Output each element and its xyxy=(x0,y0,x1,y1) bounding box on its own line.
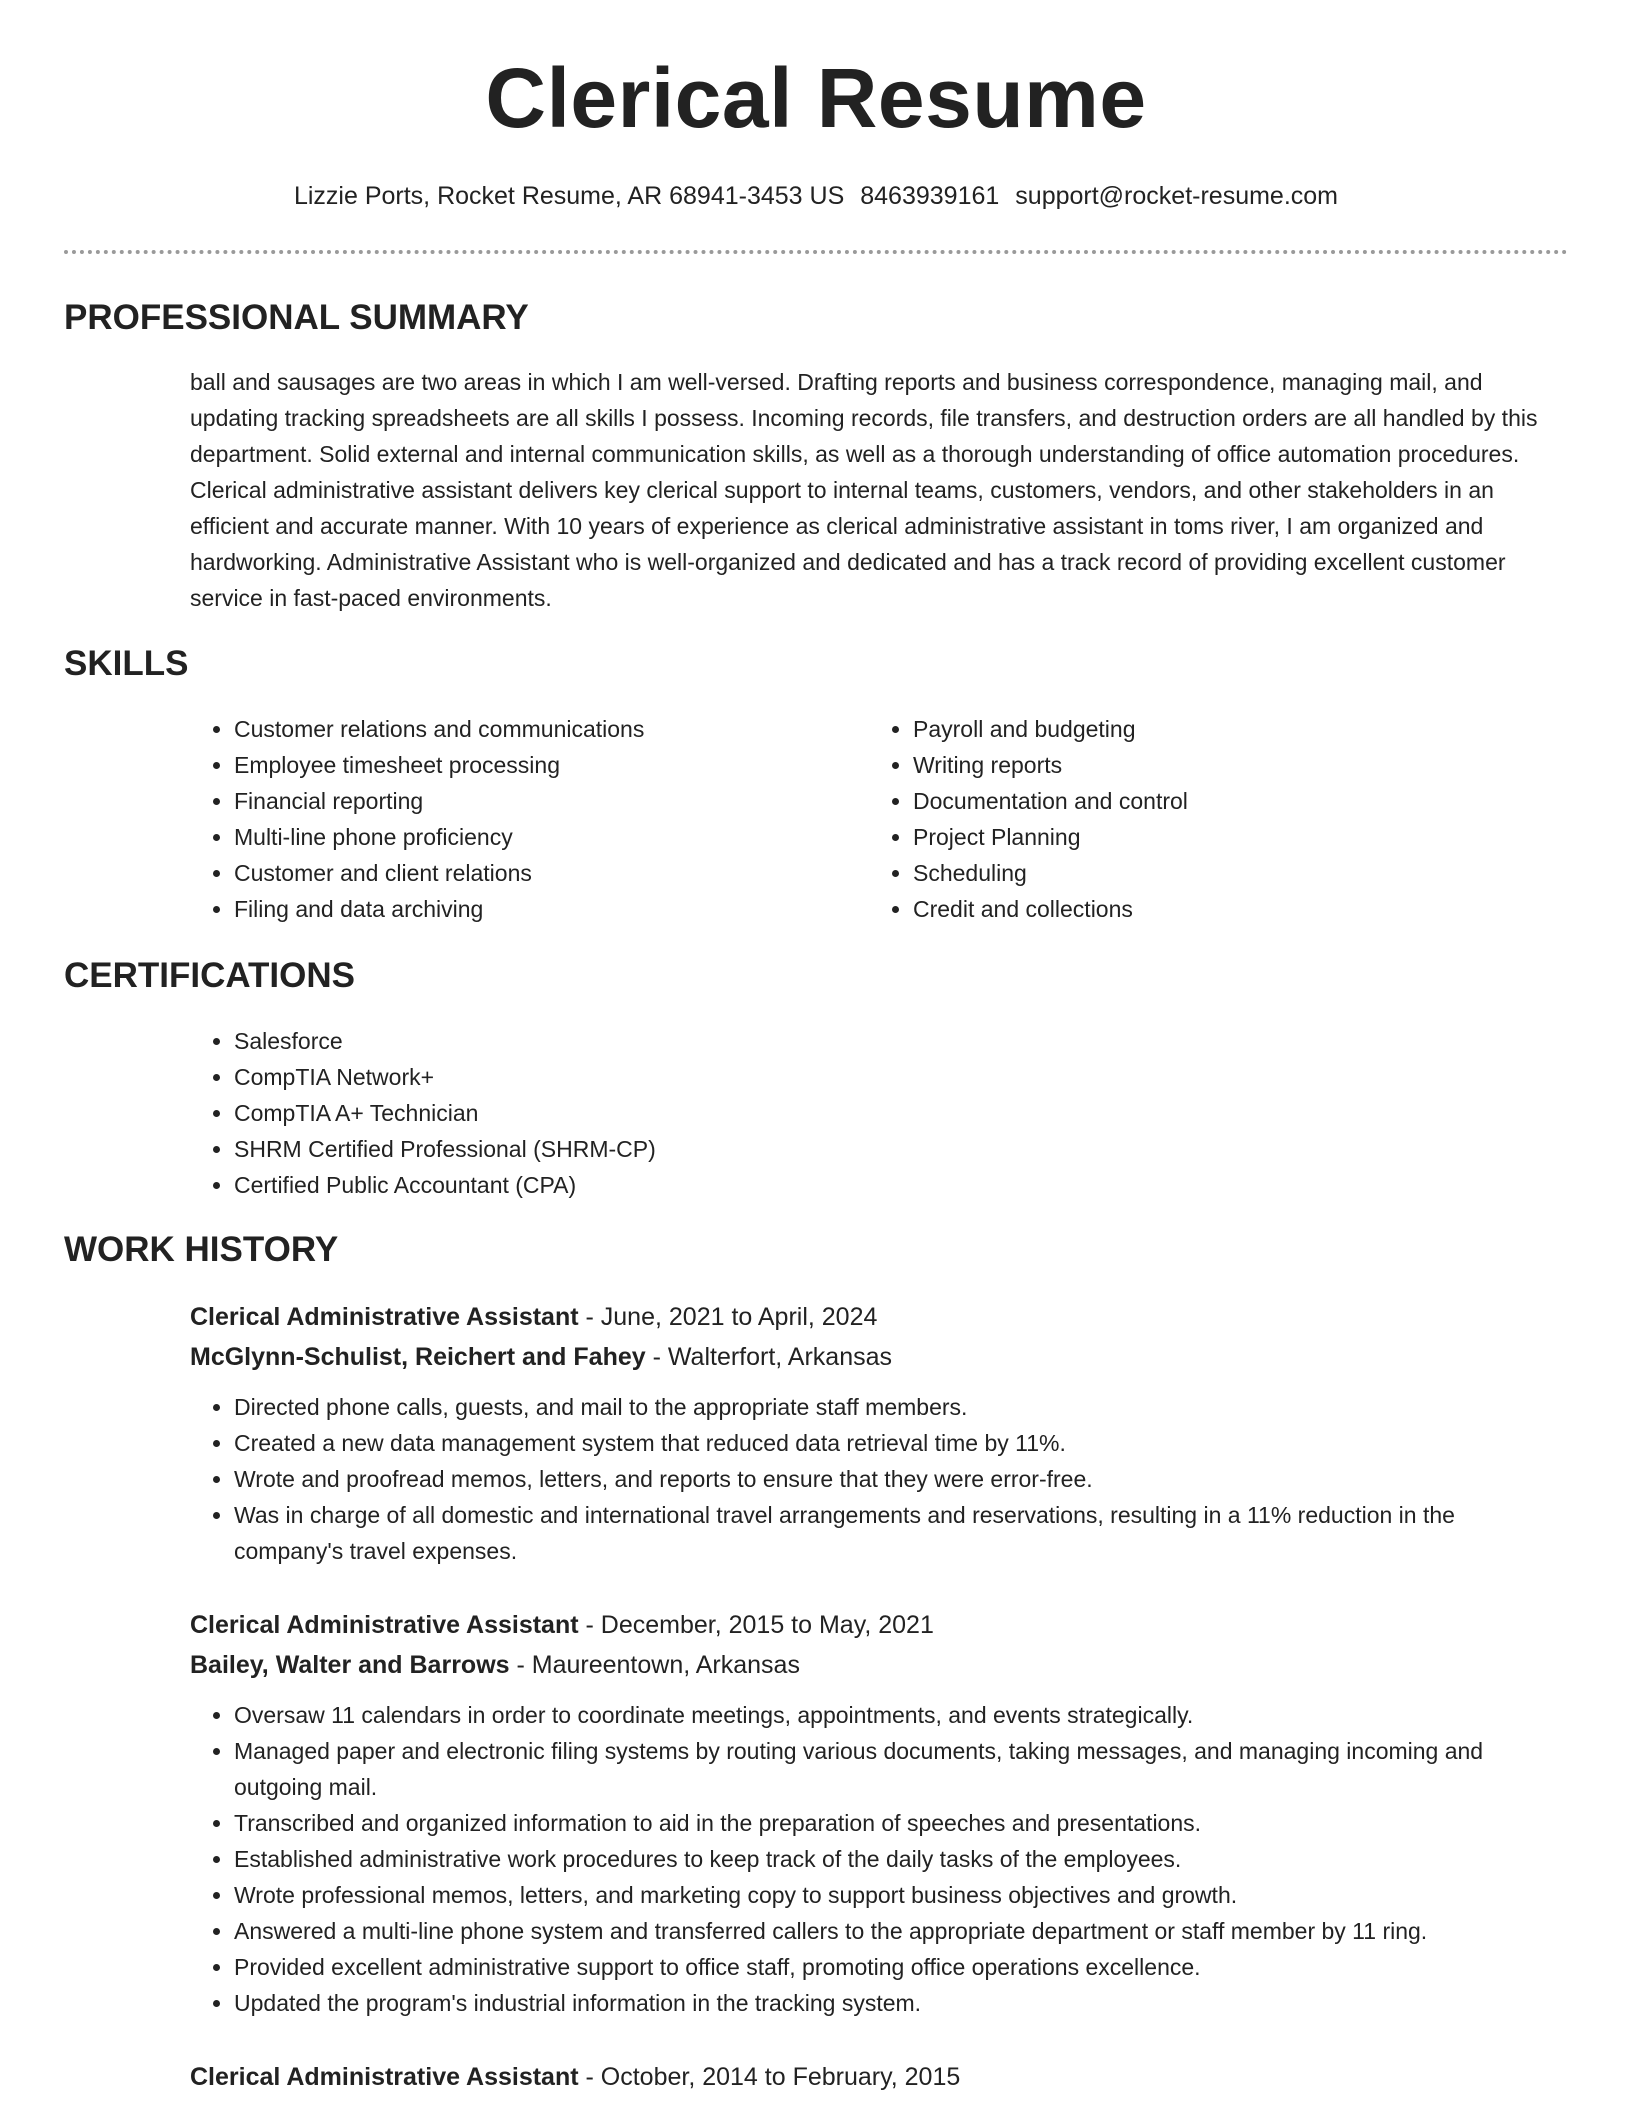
list-item: • Created a new data management system that reduced data retrieval time by 11%. xyxy=(234,1425,1565,1461)
summary-text: ball and sausages are two areas in which I am well-versed. Drafting reports and business correspondence, managing mail, and updating tracking spreadsheets are all skills I possess. Incoming records, file transfers, and destruction orders are all handled by this department. Solid external and internal communication skills, as well as a thorough understanding of office automation procedures. Clerical administrative assistant delivers key clerical support to internal teams, customers, vendors, and other stakeholders in an efficient and accurate manner. With 10 years of experience as clerical administrative assistant in toms river, I am organized and hardworking. Administrative Assistant who is well-organized and dedicated and has a track record of providing excellent customer service in fast-paced environments. xyxy=(190,369,1538,611)
list-item: • Salesforce xyxy=(234,1023,656,1059)
skills-right-column xyxy=(869,711,1509,927)
skills-left-list xyxy=(190,711,830,927)
contact-address: Lizzie Ports, Rocket Resume, AR 68941-3453 US xyxy=(293,182,845,210)
list-item: • Was in charge of all domestic and international travel arrangements and reservations, resulting in a 11% reduction in the company's travel expenses. xyxy=(234,1497,1565,1569)
resume-title: Clerical Resume xyxy=(485,51,1147,145)
skills-left-column xyxy=(190,711,830,927)
list-item: • Filing and data archiving xyxy=(234,891,830,927)
job-entry xyxy=(190,2057,1565,2097)
list-item: • Provided excellent administrative support to office staff, promoting office operations excellence. xyxy=(234,1949,1565,1985)
job-entry xyxy=(190,1605,1565,2021)
list-item: • Updated the program's industrial information in the tracking system. xyxy=(234,1985,1565,2021)
list-item: • Documentation and control xyxy=(913,783,1509,819)
header-divider xyxy=(64,250,1568,254)
contact-phone: 8463939161 xyxy=(860,182,1000,210)
list-item: • Employee timesheet processing xyxy=(234,747,830,783)
contact-line xyxy=(0,182,1632,211)
list-item: • Credit and collections xyxy=(913,891,1509,927)
list-item: • Scheduling xyxy=(913,855,1509,891)
list-item: • Answered a multi-line phone system and transferred callers to the appropriate department or staff member by 11 ring. xyxy=(234,1913,1565,1949)
list-item: • Writing reports xyxy=(913,747,1509,783)
list-item: • Transcribed and organized information to aid in the preparation of speeches and presentations. xyxy=(234,1805,1565,1841)
summary-heading: PROFESSIONAL SUMMARY xyxy=(64,298,529,337)
job-company: McGlynn-Schulist, Reichert and Fahey xyxy=(190,1343,646,1371)
job-location: - Maureentown, Arkansas xyxy=(509,1651,800,1679)
job-company-line xyxy=(190,1645,1565,1685)
list-item: • Customer relations and communications xyxy=(234,711,830,747)
list-item: • Wrote and proofread memos, letters, and reports to ensure that they were error-free. xyxy=(234,1461,1565,1497)
skills-heading: SKILLS xyxy=(64,644,189,683)
list-item: • Customer and client relations xyxy=(234,855,830,891)
job-company-line xyxy=(190,1337,1565,1377)
certifications-block xyxy=(190,1023,656,1203)
skills-right-list xyxy=(869,711,1509,927)
certifications-heading: CERTIFICATIONS xyxy=(64,956,356,995)
job-dates: - December, 2015 to May, 2021 xyxy=(578,1611,934,1639)
job-company: Bailey, Walter and Barrows xyxy=(190,1651,510,1679)
certifications-list xyxy=(190,1023,656,1203)
list-item: • Managed paper and electronic filing systems by routing various documents, taking messages, and managing incoming and outgoing mail. xyxy=(234,1733,1565,1805)
job-title-line xyxy=(190,1297,1565,1337)
list-item: • Directed phone calls, guests, and mail to the appropriate staff members. xyxy=(234,1389,1565,1425)
work-history-heading: WORK HISTORY xyxy=(64,1230,339,1269)
job-title: Clerical Administrative Assistant xyxy=(190,1303,579,1331)
job-dates: - June, 2021 to April, 2024 xyxy=(578,1303,878,1331)
list-item: • Certified Public Accountant (CPA) xyxy=(234,1167,656,1203)
job-duties-list xyxy=(190,1697,1565,2021)
job-title: Clerical Administrative Assistant xyxy=(190,2063,579,2091)
list-item: • CompTIA Network+ xyxy=(234,1059,656,1095)
job-dates: - October, 2014 to February, 2015 xyxy=(578,2063,961,2091)
job-title-line xyxy=(190,2057,1565,2097)
job-duties-list xyxy=(190,1389,1565,1569)
list-item: • Financial reporting xyxy=(234,783,830,819)
contact-email: support@rocket-resume.com xyxy=(1015,182,1339,210)
job-entry xyxy=(190,1297,1565,1569)
list-item: • Payroll and budgeting xyxy=(913,711,1509,747)
list-item: • Wrote professional memos, letters, and marketing copy to support business objectives and growth. xyxy=(234,1877,1565,1913)
list-item: • SHRM Certified Professional (SHRM-CP) xyxy=(234,1131,656,1167)
job-title: Clerical Administrative Assistant xyxy=(190,1611,579,1639)
list-item: • CompTIA A+ Technician xyxy=(234,1095,656,1131)
list-item: • Established administrative work procedures to keep track of the daily tasks of the employees. xyxy=(234,1841,1565,1877)
job-location: - Walterfort, Arkansas xyxy=(645,1343,893,1371)
job-title-line xyxy=(190,1605,1565,1645)
list-item: • Multi-line phone proficiency xyxy=(234,819,830,855)
list-item: • Oversaw 11 calendars in order to coordinate meetings, appointments, and events strategically. xyxy=(234,1697,1565,1733)
list-item: • Project Planning xyxy=(913,819,1509,855)
